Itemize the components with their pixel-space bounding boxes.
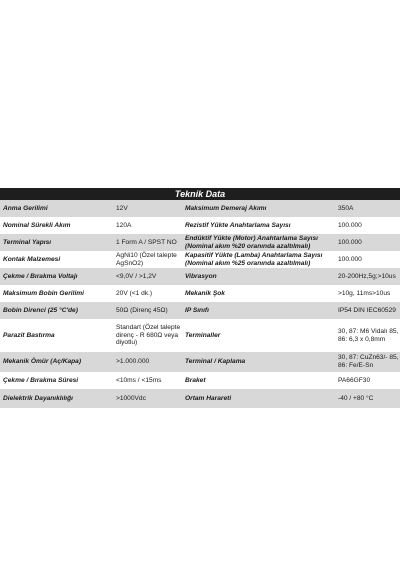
row-value: 100.000 [338, 255, 362, 263]
row-label: Nominal Sürekli Akım [3, 221, 71, 229]
row-value: 20-200Hz,5g;>10us [338, 272, 396, 280]
table-row [0, 285, 400, 302]
row-label: Endüktif Yükte (Motor) Anahtarlama Sayısı (Nominal akım %20 oranında azaltılmalı) [185, 234, 318, 250]
row-label: Bobin Direnci (25 °C'de) [3, 306, 78, 314]
table-row [0, 302, 400, 319]
table-row [0, 217, 400, 234]
row-value: >10g, 11ms>10us [338, 289, 391, 297]
row-value: 100.000 [338, 221, 362, 229]
row-value: 30, 87: CuZn63/- 85, 86: Fe/E-Sn [338, 354, 399, 369]
row-value: AgNi10 (Özel talepte AgSnO2) [116, 251, 177, 267]
table-row [0, 319, 400, 352]
table-row [0, 251, 400, 268]
row-value: <10ms / <15ms [116, 376, 162, 384]
row-label: Terminal / Kaplama [185, 358, 246, 366]
row-value: <9,0V / >1,2V [116, 272, 157, 280]
row-value: 20V (<1 dk.) [116, 289, 153, 297]
row-label: IP Sınıfı [185, 306, 209, 314]
row-label: Vibrasyon [185, 272, 217, 280]
row-label: Parazit Bastırma [3, 331, 55, 339]
table-row [0, 372, 400, 389]
row-label: Mekanik Şok [185, 289, 225, 297]
row-value: 50Ω (Direnç 45Ω) [116, 306, 168, 314]
table-row [0, 234, 400, 251]
row-label: Maksimum Bobin Gerilimi [3, 289, 84, 297]
row-label: Çekme / Bırakma Süresi [3, 376, 79, 384]
table-row [0, 389, 400, 408]
row-label: Ortam Harareti [185, 394, 232, 402]
row-label: Çekme / Bırakma Voltajı [3, 272, 78, 280]
row-value: 30, 87: M6 Vidalı 85, 86: 6,3 x 0,8mm [338, 327, 399, 343]
row-label: Rezistif Yükte Anahtarlama Sayısı [185, 221, 291, 229]
row-label: Terminaller [185, 331, 221, 339]
row-label: Braket [185, 376, 206, 384]
row-label: Terminal Yapısı [3, 238, 52, 246]
row-label: Anma Gerilimi [3, 204, 48, 212]
row-value: >1000Vdc [116, 394, 146, 402]
row-value: PA66GF30 [338, 376, 371, 384]
row-value: 100.000 [338, 238, 362, 246]
row-value: 120A [116, 221, 132, 229]
row-value: 12V [116, 204, 128, 212]
row-label: Dielektrik Dayanıklılığı [3, 394, 73, 402]
table-row [0, 352, 400, 372]
row-value: 1 Form A / SPST NO [116, 238, 177, 246]
row-label: Kontak Malzemesi [3, 255, 61, 263]
row-value: 350A [338, 204, 354, 212]
table-row [0, 268, 400, 285]
row-label: Kapasitif Yükte (Lamba) Anahtarlama Sayısı (Nominal akım %25 oranında azaltılmalı) [185, 251, 323, 267]
row-value: -40 / +80 °C [338, 394, 374, 402]
technical-data-table [0, 188, 400, 408]
row-value: IP54 DIN IEC60529 [338, 306, 396, 314]
row-value: Standart (Özel talepte direnç - R 680Ω veya diyotlu) [116, 324, 181, 347]
row-label: Mekanik Ömür (Aç/Kapa) [3, 358, 82, 366]
table-title: Teknik Data [0, 188, 400, 200]
row-value: >1.000.000 [116, 358, 150, 366]
table-row [0, 200, 400, 217]
row-label: Maksimum Demeraj Akımı [185, 204, 267, 212]
